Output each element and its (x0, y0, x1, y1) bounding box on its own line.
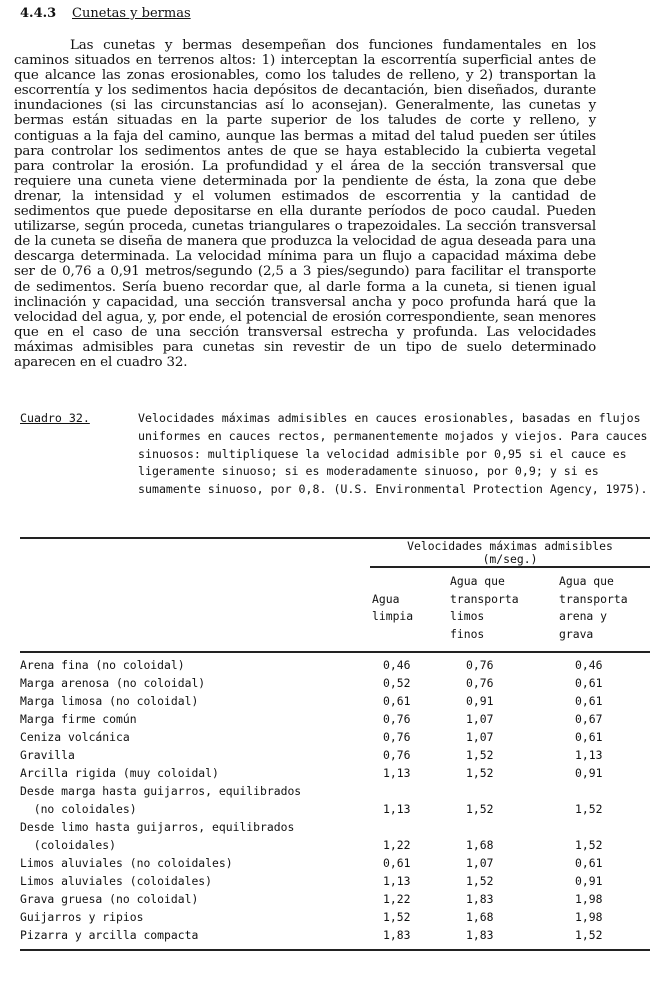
table-row: Limos aluviales (no coloidales) 0,61 1,07 0,61 (20, 856, 603, 870)
section-heading (20, 6, 191, 21)
table-row: Marga arenosa (no coloidal) 0,52 0,76 0,61 (20, 676, 603, 690)
table-row: Grava gruesa (no coloidal) 1,22 1,83 1,98 (20, 892, 603, 906)
table-row: (no coloidales) 1,13 1,52 1,52 (20, 802, 603, 816)
table-row: Limos aluviales (coloidales) 1,13 1,52 0,91 (20, 874, 603, 888)
group-header-unit: (m/seg.) (482, 552, 538, 566)
section-title: Cunetas y bermas (72, 6, 191, 21)
table-row: Ceniza volcánica 0,76 1,07 0,61 (20, 730, 603, 744)
body-paragraph: Las cunetas y bermas desempeñan dos funciones fundamentales en los caminos situados en terrenos altos: 1) interceptan la escorrentía superficial antes de que alcance las zonas erosionables, como los taludes de relleno, y 2) transportan la escorrentía y los sedimentos hacia depósitos de decantación, bien diseñados, durante inundaciones (si las circunstancias así lo aconsejan). Generalmente, las cunetas y bermas están situadas en la parte superior de los taludes de corte y relleno, y contiguas a la faja del camino, aunque las bermas a mitad del talud pueden ser útiles para controlar los sedimentos antes de que se haya establecido la cubierta vegetal para controlar la erosión. La profundidad y el área de la sección transversal que requiere una cuneta viene determinada por la pendiente de ésta, la zona que debe drenar, la intensidad y el volumen estimados de escorrentia y la cantidad de sedimentos que puede depositarse en ella durante períodos de poco caudal. Pueden utilizarse, según proceda, cunetas triangulares o trapezoidales. La sección transversal de la cuneta se diseña de manera que produzca la velocidad de agua deseada para una descarga determinada. La velocidad mínima para un flujo a capacidad máxima debe ser de 0,76 a 0,91 metros/segundo (2,5 a 3 pies/segundo) para facilitar el transporte de sedimentos. Sería bueno recordar que, al darle forma a la cuneta, si tienen igual inclinación y capacidad, una sección transversal ancha y poco profunda hará que la velocidad del agua, y, por ende, el potencial de erosión correspondiente, sean menores que en el caso de una sección transversal estrecha y profunda. Las velocidades máximas admisibles para cunetas sin revestir de un tipo de suelo determinado aparecen en el cuadro 32. (14, 38, 596, 370)
table-label: Cuadro 32. (20, 411, 90, 425)
section-number: 4.4.3 (20, 6, 57, 21)
table-row: Gravilla 0,76 1,52 1,13 (20, 748, 603, 762)
table-row: Arcilla rigida (muy coloidal) 1,13 1,52 0,91 (20, 766, 603, 780)
table-row: Marga firme común 0,76 1,07 0,67 (20, 712, 603, 726)
column-header-rule (20, 651, 650, 653)
table-row: Pizarra y arcilla compacta 1,83 1,83 1,52 (20, 928, 603, 942)
table-bottom-rule (20, 949, 650, 951)
table-row: Desde marga hasta guijarros, equilibrados (20, 784, 302, 798)
table-row: Arena fina (no coloidal) 0,46 0,76 0,46 (20, 658, 603, 672)
table-row: Guijarros y ripios 1,52 1,68 1,98 (20, 910, 603, 924)
table-row: Marga limosa (no coloidal) 0,61 0,91 0,61 (20, 694, 603, 708)
column-header-arena-grava: Agua que transporta arena y grava (559, 574, 628, 641)
table-row: Desde limo hasta guijarros, equilibrados (20, 820, 295, 834)
table-row: (coloidales) 1,22 1,68 1,52 (20, 838, 603, 852)
group-header-title: Velocidades máximas admisibles (407, 539, 613, 553)
group-header-rule (370, 566, 650, 568)
group-header (370, 540, 650, 566)
column-header-agua-limpia: Agua limpia (372, 591, 414, 623)
column-header-limos-finos: Agua que transporta limos finos (450, 574, 519, 641)
table-caption-text: Velocidades máximas admisibles en cauces erosionables, basadas en flujos uniformes en cauces rectos, permanentemente mojados y viejos. Para cauces sinuosos: multipliquese la velocidad admisible por 0,95 si el cauce es ligeramente sinuoso; si es moderadamente sinuoso, por 0,9; y si es sumamente sinuoso, por 0,8. (U.S. Environmental Protection Agency, 1975). (138, 411, 648, 497)
